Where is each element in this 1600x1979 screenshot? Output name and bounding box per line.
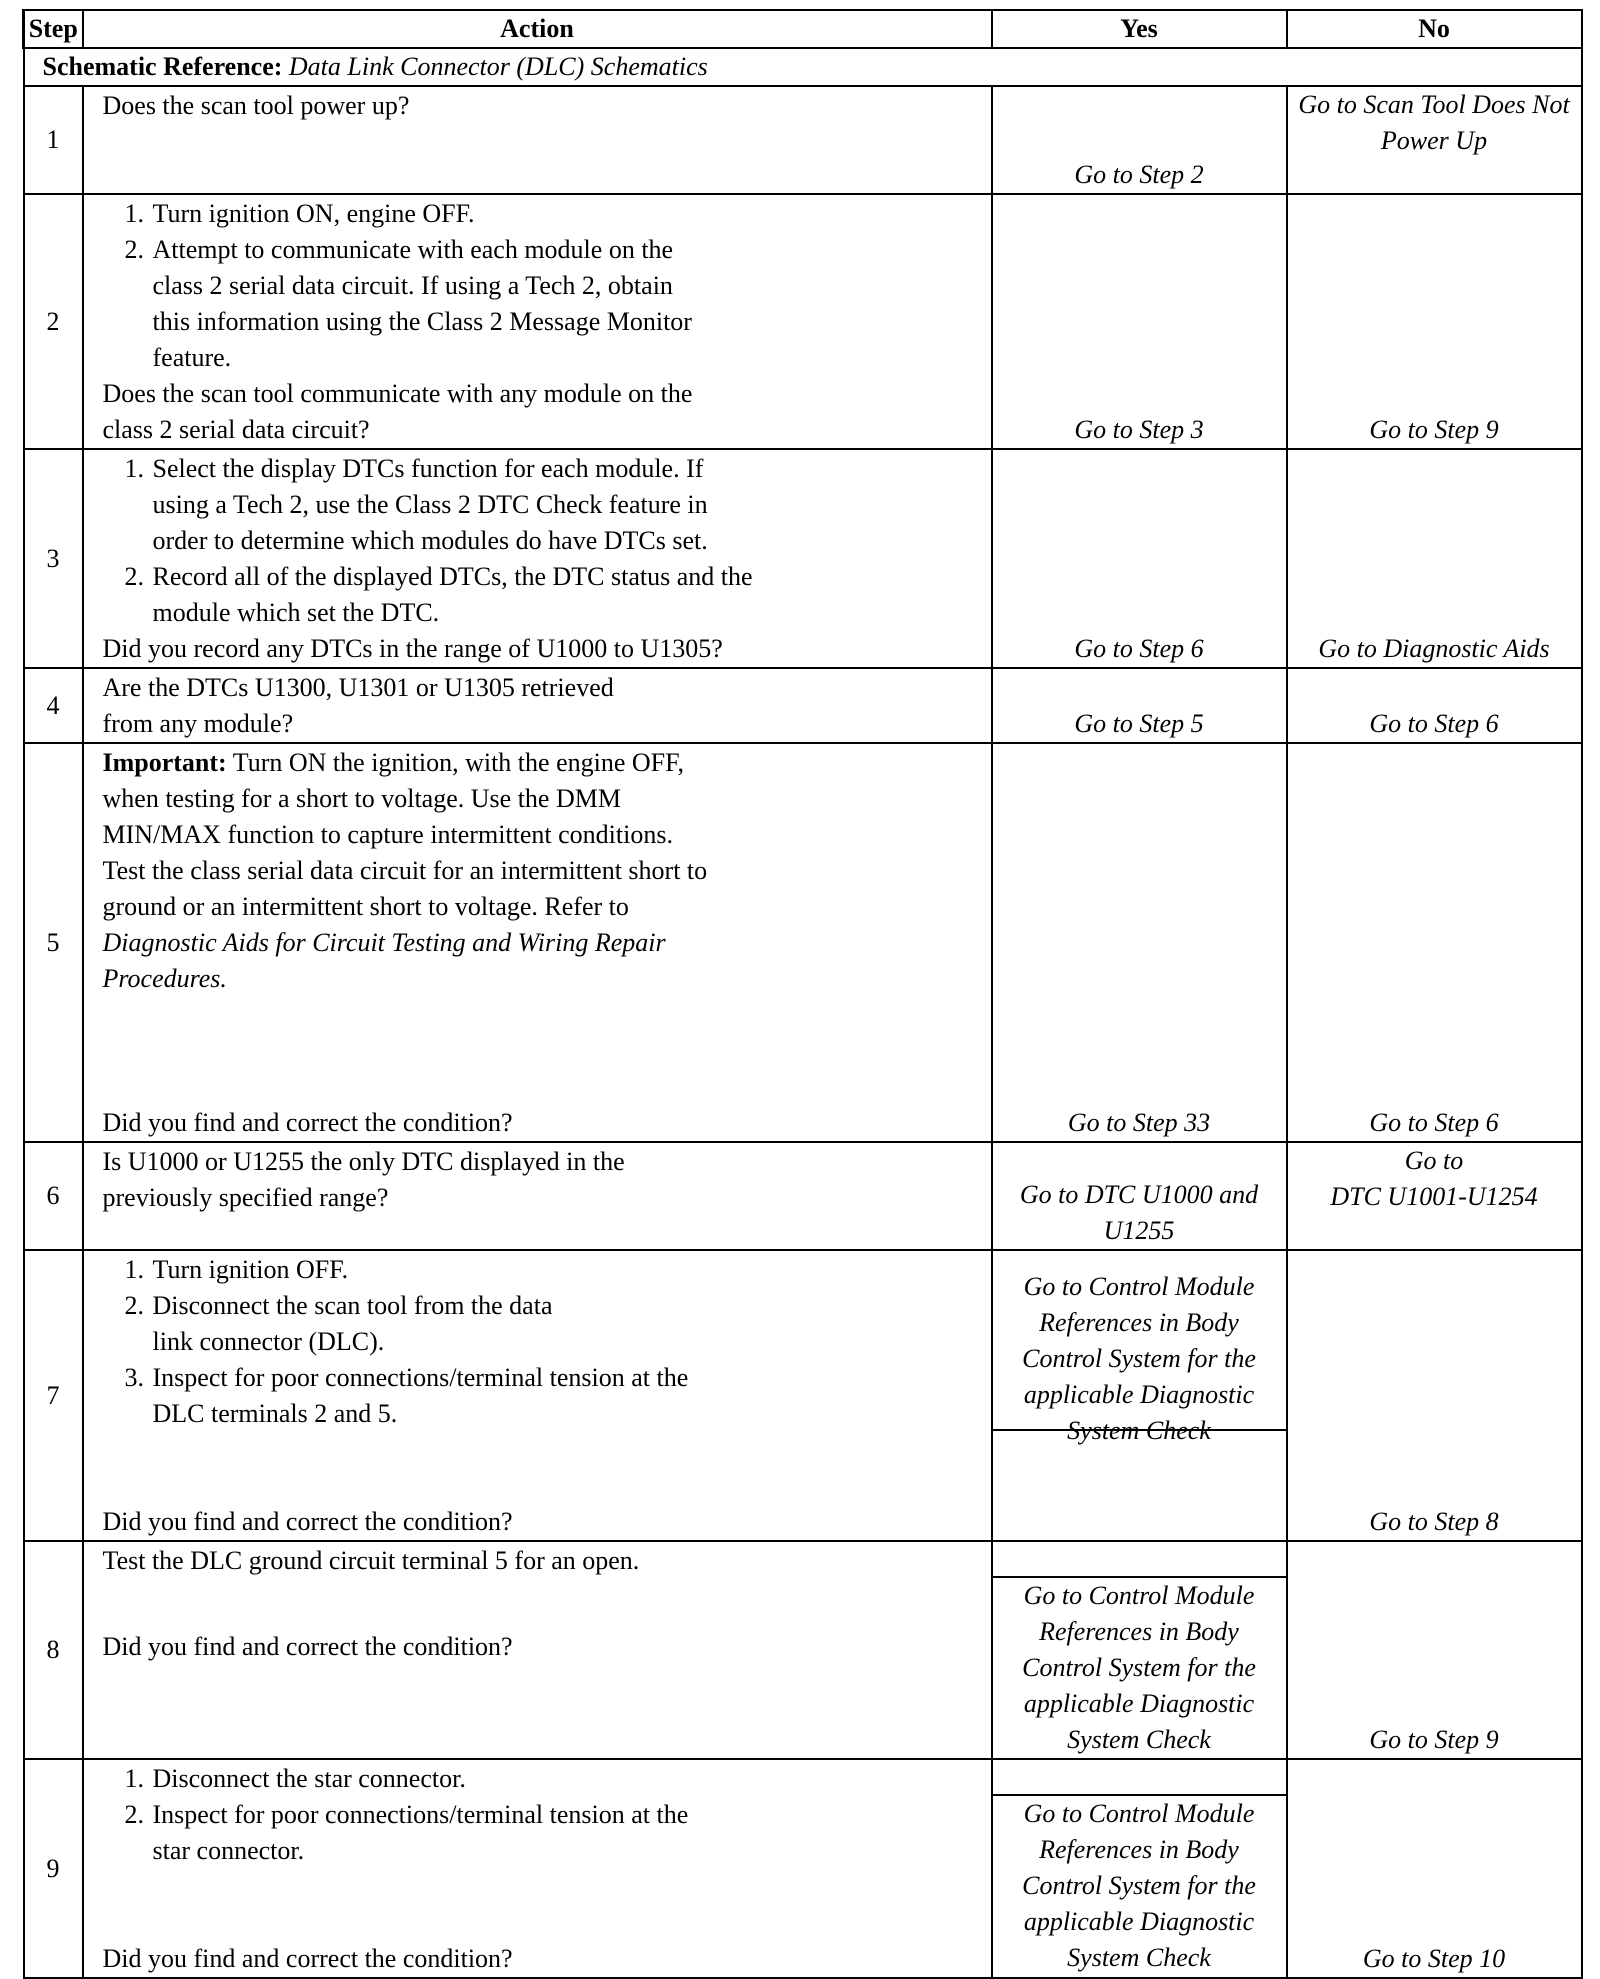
yes-cell[interactable]: Go to Step 3 <box>992 194 1287 449</box>
yes-link[interactable]: Go to Control Module References in Body Control System for the applicable Diagnostic System Check <box>993 1251 1286 1431</box>
yes-empty <box>993 1431 1286 1540</box>
yes-empty <box>993 1542 1286 1578</box>
no-cell[interactable]: Go to Scan Tool Does Not Power Up <box>1287 86 1582 194</box>
yes-cell[interactable]: Go to Step 5 <box>992 668 1287 743</box>
yes-cell <box>992 1759 1287 1978</box>
action-cell <box>83 1759 992 1978</box>
action-question: Did you find and correct the condition? <box>102 1632 513 1661</box>
no-cell[interactable]: Go to Step 9 <box>1287 1541 1582 1759</box>
action-step: 2. Record all of the displayed DTCs, the DTC status and the module which set the DTC. <box>151 559 757 631</box>
header-yes: Yes <box>992 10 1287 48</box>
step-number: 5 <box>24 743 83 1142</box>
no-cell[interactable]: Go to Step 9 <box>1287 194 1582 449</box>
action-question: Does the scan tool power up? <box>102 91 410 120</box>
no-cell[interactable]: Go to Step 6 <box>1287 668 1582 743</box>
action-question: Did you find and correct the condition? <box>102 1944 513 1973</box>
schematic-reference-label: Schematic Reference: <box>42 52 283 81</box>
table-row <box>24 194 1582 449</box>
yes-cell <box>992 1250 1287 1541</box>
no-cell[interactable]: Go to Step 6 <box>1287 743 1582 1142</box>
action-question: Are the DTCs U1300, U1301 or U1305 retrieved from any module? <box>102 673 614 738</box>
action-cell <box>83 449 992 668</box>
no-cell[interactable]: Go to Step 10 <box>1287 1759 1582 1978</box>
action-step: 3. Inspect for poor connections/terminal tension at the DLC terminals 2 and 5. <box>151 1360 697 1432</box>
yes-cell[interactable]: Go to Step 6 <box>992 449 1287 668</box>
action-cell <box>83 1250 992 1541</box>
header-row <box>24 10 1582 48</box>
action-question: Did you record any DTCs in the range of U1000 to U1305? <box>102 634 723 663</box>
yes-cell[interactable]: Go to Step 2 <box>992 86 1287 194</box>
action-cell <box>83 1541 992 1759</box>
no-line: DTC U1001-U1254 <box>1330 1182 1538 1211</box>
diagnostic-table-page <box>22 9 1580 1973</box>
header-step: Step <box>24 10 83 48</box>
table-row <box>24 668 1582 743</box>
step-number: 2 <box>24 194 83 449</box>
action-cell <box>83 668 992 743</box>
action-step: 2. Inspect for poor connections/terminal tension at the star connector. <box>151 1797 697 1869</box>
action-steps <box>103 196 977 376</box>
action-step: 1. Turn ignition OFF. <box>151 1252 697 1288</box>
action-steps <box>103 1761 977 1869</box>
diagnostic-table <box>22 9 1583 1979</box>
action-step: 2. Disconnect the scan tool from the data link connector (DLC). <box>151 1288 697 1360</box>
step-number: 1 <box>24 86 83 194</box>
step-number: 9 <box>24 1759 83 1978</box>
step-number: 7 <box>24 1250 83 1541</box>
test-instruction <box>103 853 737 997</box>
step-number: 8 <box>24 1541 83 1759</box>
action-question: Did you find and correct the condition? <box>102 1108 513 1137</box>
table-row <box>24 1142 1582 1250</box>
yes-link[interactable]: Go to Control Module References in Body Control System for the applicable Diagnostic System Check <box>1022 1581 1256 1754</box>
no-cell[interactable] <box>1287 1142 1582 1250</box>
schematic-reference-link[interactable]: Data Link Connector (DLC) Schematics <box>288 52 708 81</box>
schematic-reference-row <box>24 48 1582 86</box>
step-number: 3 <box>24 449 83 668</box>
table-row <box>24 1541 1582 1759</box>
yes-link[interactable]: Go to Control Module References in Body Control System for the applicable Diagnostic System Check <box>1022 1799 1256 1972</box>
important-text: Turn ON the ignition, with the engine OFF, when testing for a short to voltage. Use the DMM MIN/MAX function to capture intermittent conditions. <box>102 748 684 849</box>
action-question: Is U1000 or U1255 the only DTC displayed in the previously specified range? <box>102 1147 625 1212</box>
action-step: 1. Disconnect the star connector. <box>151 1761 697 1797</box>
action-step: 1. Turn ignition ON, engine OFF. <box>151 196 977 232</box>
yes-cell <box>992 1541 1287 1759</box>
diagnostic-aids-link[interactable]: Diagnostic Aids for Circuit Testing and Wiring Repair Procedures. <box>102 928 666 993</box>
table-row <box>24 86 1582 194</box>
action-test: Test the DLC ground circuit terminal 5 for an open. <box>102 1546 640 1575</box>
no-cell[interactable]: Go to Step 8 <box>1287 1250 1582 1541</box>
table-row <box>24 743 1582 1142</box>
table-row <box>24 449 1582 668</box>
action-question: Did you find and correct the condition? <box>102 1507 513 1536</box>
no-line: Go to <box>1404 1146 1464 1175</box>
action-step: 1. Select the display DTCs function for each module. If using a Tech 2, use the Class 2 DTC Check feature in order to determine which modules do have DTCs set. <box>151 451 757 559</box>
yes-cell[interactable]: Go to Step 33 <box>992 743 1287 1142</box>
step-number: 6 <box>24 1142 83 1250</box>
action-cell <box>83 743 992 1142</box>
header-no: No <box>1287 10 1582 48</box>
action-question: Does the scan tool communicate with any module on the class 2 serial data circuit? <box>102 379 693 444</box>
action-cell <box>83 86 992 194</box>
important-note <box>103 745 737 853</box>
no-cell[interactable]: Go to Diagnostic Aids <box>1287 449 1582 668</box>
step-number: 4 <box>24 668 83 743</box>
action-cell <box>83 1142 992 1250</box>
test-text: Test the class serial data circuit for an intermittent short to ground or an intermittent short to voltage. Refer to <box>102 856 708 921</box>
action-cell <box>83 194 992 449</box>
action-step: 2. Attempt to communicate with each module on the class 2 serial data circuit. If using a Tech 2, obtain this information using the Class 2 Message Monitor feature. <box>151 232 977 376</box>
table-row <box>24 1250 1582 1541</box>
action-steps <box>103 451 977 631</box>
yes-empty <box>993 1760 1286 1796</box>
yes-cell[interactable]: Go to DTC U1000 and U1255 <box>992 1142 1287 1250</box>
header-action: Action <box>83 10 992 48</box>
table-row <box>24 1759 1582 1978</box>
important-label: Important: <box>102 748 227 777</box>
action-steps <box>103 1252 977 1432</box>
